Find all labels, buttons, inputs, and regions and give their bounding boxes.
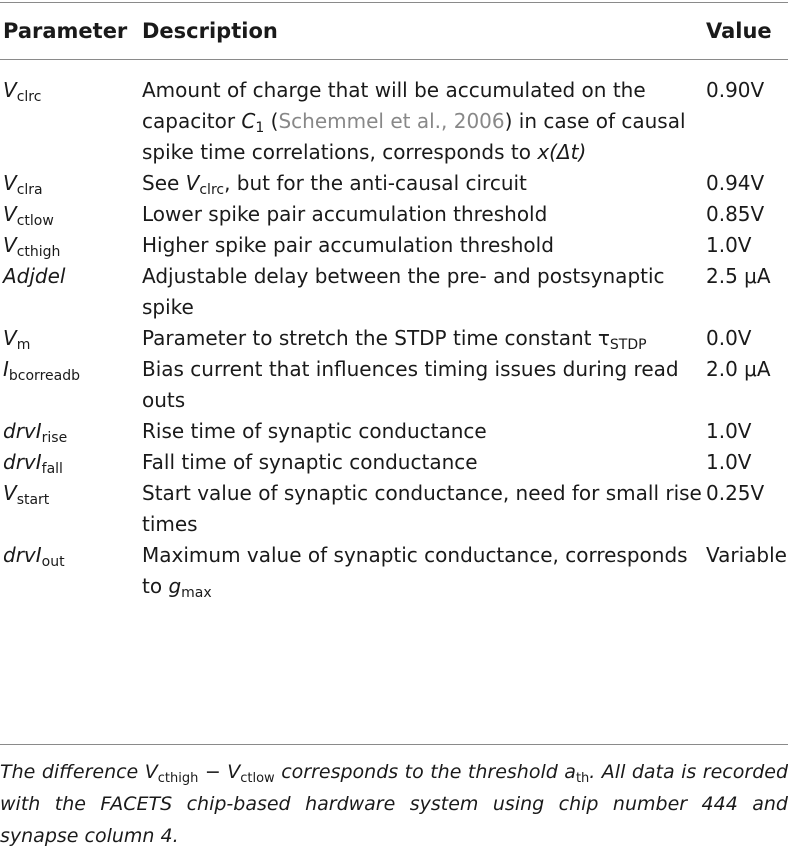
header-parameter: Parameter <box>3 19 128 43</box>
value-cell: 0.85V <box>706 202 765 226</box>
value-cell: 1.0V <box>706 419 752 443</box>
description-cell: Lower spike pair accumulation threshold <box>142 202 548 226</box>
param-cell: $V_{ctlow}$ <box>3 202 54 229</box>
table-row <box>0 261 788 323</box>
citation-link[interactable]: Schemmel et al., 2006 <box>278 109 505 133</box>
param-cell: $V_m$ <box>3 326 31 353</box>
header-description: Description <box>142 19 278 43</box>
table-footnote: The difference $V_{cthigh} - V_{ctlow}$ corresponds to the threshold $a_{th}$. All data is recorded with the FACETS chip-based hardware system using chip number 444 and synapse column 4. <box>0 761 788 847</box>
param-cell: Adjdel <box>3 264 66 288</box>
value-cell: 0.94V <box>706 171 765 195</box>
description-cell: See $V_{clrc}$, but for the anti-causal circuit <box>142 171 527 198</box>
param-cell: $V_{cthigh}$ <box>3 233 61 260</box>
value-cell: 0.25V <box>706 481 765 505</box>
value-cell: 0.0V <box>706 326 752 350</box>
description-cell: Parameter to stretch the STDP time constant $\tau_{STDP}$ <box>142 326 647 353</box>
param-cell: drvI$_{rise}$ <box>3 419 68 446</box>
param-cell: $V_{start}$ <box>3 481 50 508</box>
table-row <box>0 230 788 261</box>
table-row <box>0 354 788 416</box>
description-cell: Start value of synaptic conductance, need for small rise times <box>142 481 702 536</box>
table-header-row <box>0 3 788 59</box>
table-row <box>0 199 788 230</box>
table-row <box>0 59 788 168</box>
table-row <box>0 416 788 447</box>
table-row <box>0 478 788 540</box>
table-row <box>0 323 788 354</box>
description-cell: Amount of charge that will be accumulated on the capacitor $C_1$ (Schemmel et al., 2006) in case of causal spike time correlations, corresponds to x(Δt) <box>142 78 686 164</box>
description-cell: Adjustable delay between the pre- and postsynaptic spike <box>142 264 665 319</box>
description-cell: Rise time of synaptic conductance <box>142 419 487 443</box>
description-cell: Maximum value of synaptic conductance, corresponds to $g_{max}$ <box>142 543 688 601</box>
param-cell: $I_{bcorreadb}$ <box>3 357 80 384</box>
value-cell: Variable <box>706 543 787 567</box>
table-bottom-rule <box>0 744 788 745</box>
param-cell: $V_{clra}$ <box>3 171 43 198</box>
description-cell: Higher spike pair accumulation threshold <box>142 233 554 257</box>
description-cell: Fall time of synaptic conductance <box>142 450 478 474</box>
param-cell: drvI$_{fall}$ <box>3 450 63 477</box>
header-value: Value <box>706 19 772 43</box>
value-cell: 1.0V <box>706 233 752 257</box>
table-row <box>0 168 788 199</box>
param-cell: $V_{clrc}$ <box>3 78 42 105</box>
table-row <box>0 447 788 478</box>
parameter-table <box>0 3 788 616</box>
value-cell: 2.0 μA <box>706 357 771 381</box>
param-cell: drvI$_{out}$ <box>3 543 65 570</box>
table-row <box>0 540 788 616</box>
value-cell: 0.90V <box>706 78 765 102</box>
value-cell: 2.5 μA <box>706 264 771 288</box>
description-cell: Bias current that influences timing issues during read outs <box>142 357 679 412</box>
value-cell: 1.0V <box>706 450 752 474</box>
